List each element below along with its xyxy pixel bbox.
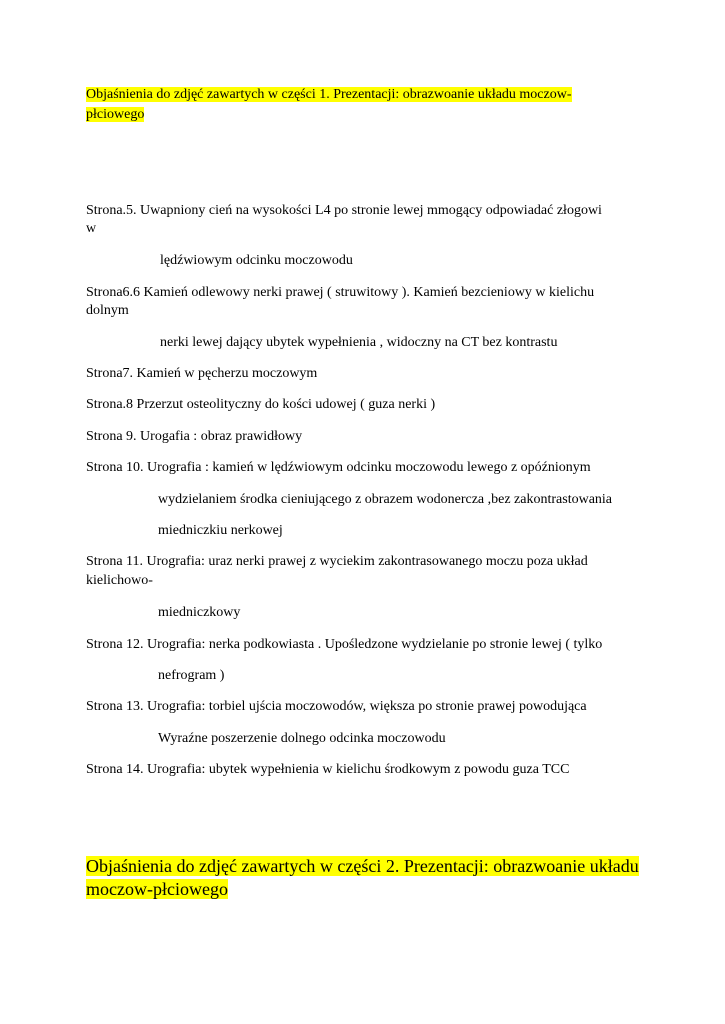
- entry-strona-12-line2: nefrogram ): [158, 668, 225, 683]
- entry-strona-13-line1: Strona 13. Urografia: torbiel ujścia moczowodów, większa po stronie prawej powodująca: [86, 699, 587, 714]
- entry-strona-6-line1: Strona6.6 Kamień odlewowy nerki prawej ( struwitowy ). Kamień bezcieniowy w kielichu: [86, 285, 595, 300]
- entry-strona-10-line2: wydzielaniem środka cieniującego z obrazem wodonercza ,bez zakontrastowania: [158, 492, 613, 507]
- heading-part2-line2-text: moczow-płciowego: [86, 879, 228, 899]
- heading-part2-line1-text: Objaśnienia do zdjęć zawartych w części 2. Prezentacji: obrazwoanie układu: [86, 856, 639, 876]
- entry-strona-8: Strona.8 Przerzut osteolityczny do kości udowej ( guza nerki ): [86, 397, 436, 412]
- entry-strona-5-line2: w: [86, 221, 97, 236]
- entry-strona-12-line1: Strona 12. Urografia: nerka podkowiasta . Upośledzone wydzielanie po stronie lewej ( tylko: [86, 637, 603, 652]
- entry-strona-14: Strona 14. Urografia: ubytek wypełnienia w kielichu środkowym z powodu guza TCC: [86, 762, 570, 777]
- entry-strona-11-line2: kielichowo-: [86, 573, 153, 588]
- entry-strona-6-line2: dolnym: [86, 303, 129, 318]
- heading-part1-line1-text: Objaśnienia do zdjęć zawartych w części 1. Prezentacji: obrazwoanie układu moczow-: [86, 87, 572, 102]
- entry-strona-13-line2: Wyraźne poszerzenie dolnego odcinka moczowodu: [158, 731, 446, 746]
- entry-strona-5-line3: lędźwiowym odcinku moczowodu: [160, 253, 353, 268]
- heading-part2-line1: [86, 854, 639, 878]
- entry-strona-10-line1: Strona 10. Urografia : kamień w lędźwiowym odcinku moczowodu lewego z opóźnionym: [86, 460, 591, 475]
- heading-part2-line2: [86, 877, 228, 901]
- entry-strona-9: Strona 9. Urogafia : obraz prawidłowy: [86, 429, 303, 444]
- heading-part1-line2: [86, 104, 144, 126]
- heading-part1-line1: [86, 84, 572, 106]
- entry-strona-10-line3: miedniczkiu nerkowej: [158, 523, 283, 538]
- entry-strona-5-line1: Strona.5. Uwapniony cień na wysokości L4 po stronie lewej mmogący odpowiadać złogowi: [86, 203, 602, 218]
- entry-strona-7: Strona7. Kamień w pęcherzu moczowym: [86, 366, 318, 381]
- entry-strona-11-line1: Strona 11. Urografia: uraz nerki prawej z wyciekim zakontrasowanego moczu poza układ: [86, 554, 588, 569]
- heading-part1-line2-text: płciowego: [86, 107, 145, 122]
- entry-strona-11-line3: miedniczkowy: [158, 605, 241, 620]
- entry-strona-6-line3: nerki lewej dający ubytek wypełnienia , widoczny na CT bez kontrastu: [160, 335, 558, 350]
